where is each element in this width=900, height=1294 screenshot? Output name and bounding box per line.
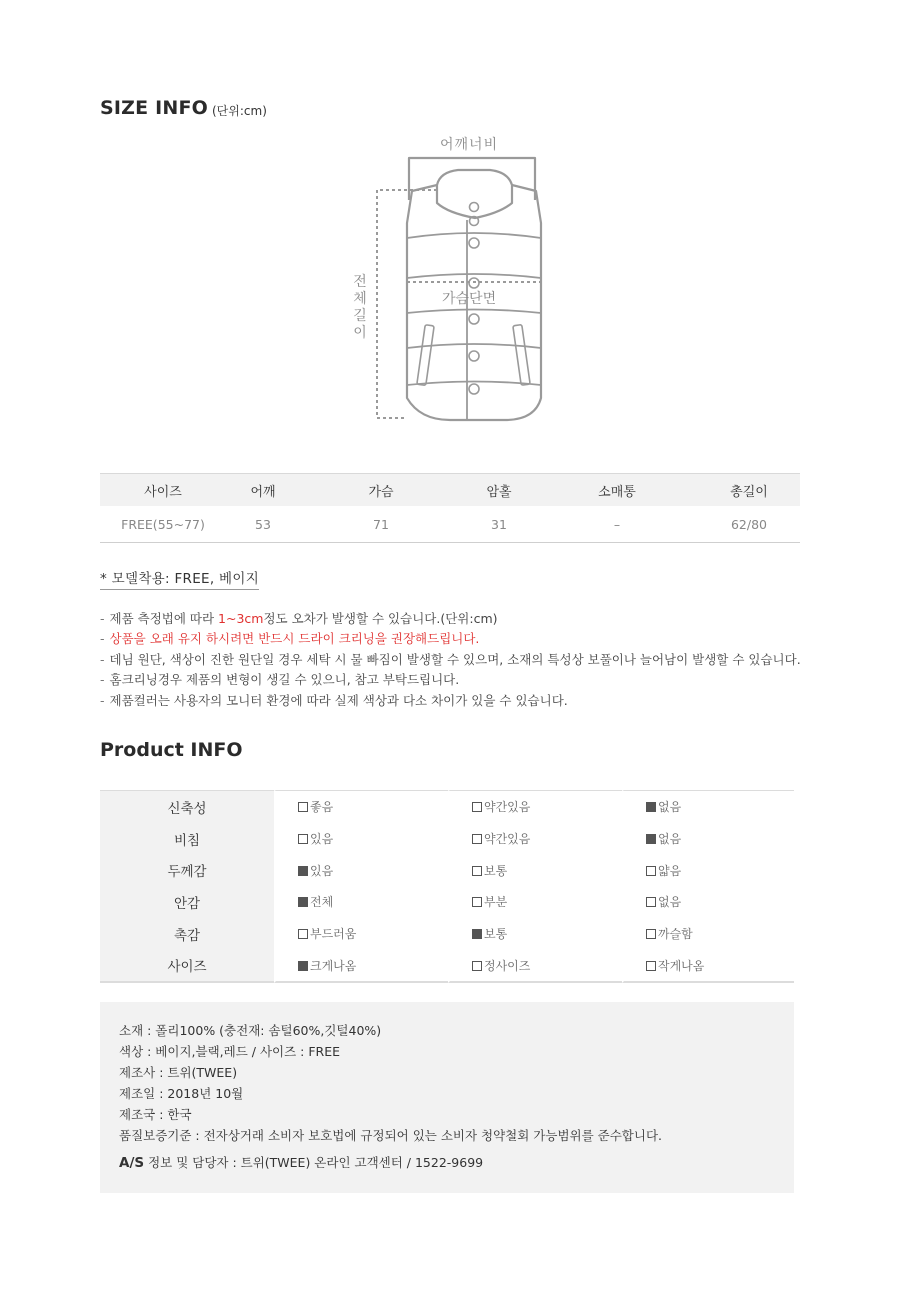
option-label: 없음 <box>658 832 682 847</box>
size-table-cell: 31 <box>462 506 536 543</box>
right-pocket <box>513 325 530 386</box>
option-label: 작게나옴 <box>658 958 705 973</box>
product-info-table <box>100 790 794 983</box>
size-info-unit: (단위:cm) <box>212 104 267 118</box>
unchecked-box-icon <box>298 802 308 812</box>
product-info-option <box>448 854 622 886</box>
unchecked-box-icon <box>472 961 482 971</box>
product-info-option <box>448 790 622 823</box>
option-label: 크게나옴 <box>310 958 357 973</box>
note-line <box>100 691 801 711</box>
option-label: 없음 <box>658 800 682 815</box>
option-label: 좋음 <box>310 800 334 815</box>
unchecked-box-icon <box>298 929 308 939</box>
option-label: 보통 <box>484 863 508 878</box>
shoulder-width-label: 어깨너비 <box>440 137 499 153</box>
unchecked-box-icon <box>646 929 656 939</box>
product-info-title: Product INFO <box>100 739 243 761</box>
product-info-option <box>622 854 794 886</box>
option-label: 정사이즈 <box>484 958 531 973</box>
size-info-title: SIZE INFO <box>100 97 209 119</box>
product-info-row <box>100 918 794 950</box>
chest-width-label: 가슴단면 <box>442 291 497 307</box>
unchecked-box-icon <box>472 834 482 844</box>
product-info-option <box>274 823 448 855</box>
product-info-option <box>274 918 448 950</box>
as-label: A/S <box>119 1155 145 1171</box>
option-label: 전체 <box>310 895 334 910</box>
product-info-option <box>622 918 794 950</box>
total-length-char: 길 <box>353 308 367 324</box>
size-table-header: 어깨 <box>226 474 300 507</box>
size-table <box>100 473 800 543</box>
checked-box-icon <box>298 961 308 971</box>
manufacture-date-text: 제조일 : 2018년 10월 <box>119 1086 244 1101</box>
note-line-warning <box>100 629 801 649</box>
option-label: 부드러움 <box>310 927 357 942</box>
product-info-option <box>274 886 448 918</box>
option-label: 약간있음 <box>484 832 531 847</box>
size-table-row <box>100 506 800 543</box>
size-table-cell: – <box>536 506 698 543</box>
note-text: 제품 측정법에 따라 <box>109 611 219 626</box>
note-line <box>100 650 801 670</box>
product-info-row <box>100 823 794 855</box>
size-table-header: 암홀 <box>462 474 536 507</box>
product-info-option <box>622 823 794 855</box>
size-table-header: 사이즈 <box>100 474 226 507</box>
unchecked-box-icon <box>472 802 482 812</box>
product-info-option <box>448 949 622 983</box>
product-info-option <box>622 886 794 918</box>
note-dash: - <box>100 651 105 667</box>
option-label: 까슬함 <box>658 927 693 942</box>
unchecked-box-icon <box>298 834 308 844</box>
product-info-option <box>622 790 794 823</box>
checked-box-icon <box>472 929 482 939</box>
note-text: 제품컬러는 사용자의 모니터 환경에 따라 실제 색상과 다소 차이가 있을 수 있습니다. <box>109 692 568 708</box>
note-dash: - <box>100 611 105 626</box>
shoulder-measure-line <box>409 158 535 200</box>
vest-measurement-diagram <box>330 128 570 428</box>
checked-box-icon <box>646 802 656 812</box>
note-text: 정도 오차가 발생할 수 있습니다.(단위:cm) <box>263 611 498 626</box>
product-info-option <box>448 823 622 855</box>
unchecked-box-icon <box>646 866 656 876</box>
note-text: 상품을 오래 유지 하시려면 반드시 드라이 크리닝을 권장해드립니다. <box>109 631 480 647</box>
product-info-label: 신축성 <box>100 790 274 823</box>
product-info-option <box>274 949 448 983</box>
total-length-char: 이 <box>353 325 367 341</box>
size-table-header: 가슴 <box>300 474 462 507</box>
size-table-header: 소매통 <box>536 474 698 507</box>
size-table-header: 총길이 <box>698 474 800 507</box>
product-info-row <box>100 854 794 886</box>
product-info-label: 사이즈 <box>100 949 274 983</box>
option-label: 있음 <box>310 832 334 847</box>
option-label: 얇음 <box>658 863 682 878</box>
size-table-cell: FREE(55~77) <box>100 506 226 543</box>
product-info-option <box>622 949 794 983</box>
product-info-label: 두께감 <box>100 854 274 886</box>
checked-box-icon <box>298 866 308 876</box>
care-notes <box>100 609 801 711</box>
as-info-text <box>119 1152 662 1173</box>
manufacturer-text: 제조사 : 트위(TWEE) <box>119 1065 238 1080</box>
product-info-option <box>448 886 622 918</box>
product-details-box <box>100 1002 794 1193</box>
option-label: 없음 <box>658 895 682 910</box>
note-highlight: 1~3cm <box>218 611 264 626</box>
note-dash: - <box>100 631 105 647</box>
unchecked-box-icon <box>646 961 656 971</box>
size-table-header-row <box>100 474 800 507</box>
product-info-row <box>100 949 794 983</box>
size-table-cell: 71 <box>300 506 462 543</box>
total-length-char: 전 <box>353 274 367 290</box>
color-size-text: 색상 : 베이지,블랙,레드 / 사이즈 : FREE <box>119 1044 340 1059</box>
as-contact: 정보 및 담당자 : 트위(TWEE) 온라인 고객센터 / 1522-9699 <box>144 1155 484 1170</box>
total-length-char: 체 <box>353 291 367 307</box>
product-info-label: 비침 <box>100 823 274 855</box>
product-info-row <box>100 886 794 918</box>
note-text: 홈크리닝경우 제품의 변형이 생길 수 있으니, 참고 부탁드립니다. <box>109 672 460 688</box>
option-label: 보통 <box>484 927 508 942</box>
product-info-option <box>274 790 448 823</box>
checked-box-icon <box>298 897 308 907</box>
product-info-option <box>274 854 448 886</box>
size-table-cell: 53 <box>226 506 300 543</box>
option-label: 있음 <box>310 863 334 878</box>
warranty-text: 품질보증기준 : 전자상거래 소비자 보호법에 규정되어 있는 소비자 청약철회 가능범위를 준수합니다. <box>119 1128 662 1143</box>
product-info-label: 안감 <box>100 886 274 918</box>
size-table-cell: 62/80 <box>698 506 800 543</box>
material-text: 소재 : 폴리100% (충전재: 솜털60%,깃털40%) <box>119 1023 382 1038</box>
note-line <box>100 609 801 629</box>
note-line <box>100 670 801 690</box>
unchecked-box-icon <box>472 866 482 876</box>
checked-box-icon <box>646 834 656 844</box>
unchecked-box-icon <box>472 897 482 907</box>
country-text: 제조국 : 한국 <box>119 1107 192 1122</box>
note-text: 데님 원단, 색상이 진한 원단일 경우 세탁 시 물 빠짐이 발생할 수 있으며, 소재의 특성상 보풀이나 늘어남이 발생할 수 있습니다. <box>109 651 801 667</box>
model-wearing-note: * 모델착용: FREE, 베이지 <box>100 567 259 590</box>
product-info-row <box>100 790 794 823</box>
note-dash: - <box>100 672 105 688</box>
option-label: 부분 <box>484 895 508 910</box>
unchecked-box-icon <box>646 897 656 907</box>
left-pocket <box>417 325 434 386</box>
option-label: 약간있음 <box>484 800 531 815</box>
note-dash: - <box>100 692 105 708</box>
product-info-label: 촉감 <box>100 918 274 950</box>
product-info-option <box>448 918 622 950</box>
total-length-label <box>352 274 368 342</box>
